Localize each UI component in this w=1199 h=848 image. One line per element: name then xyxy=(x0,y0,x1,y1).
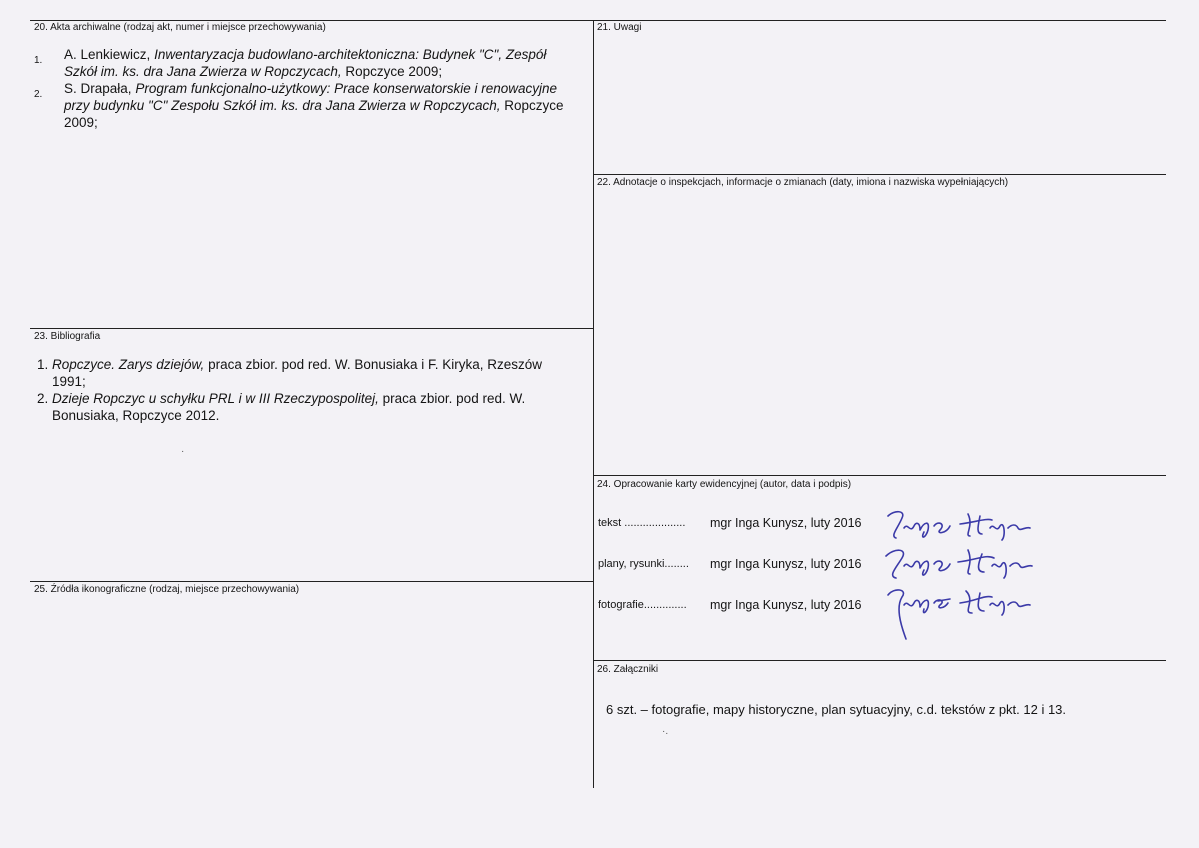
archival-item-number: 2. xyxy=(34,89,43,100)
top-rule xyxy=(30,20,1166,21)
rule-25 xyxy=(30,581,593,582)
remarks-label: 21. Uwagi xyxy=(597,22,642,33)
preparation-row-field: plany, rysunki........ xyxy=(598,558,689,570)
signature-plans xyxy=(880,542,1040,582)
rule-24 xyxy=(593,475,1166,476)
preparation-label: 24. Opracowanie karty ewidencyjnej (autor, data i podpis) xyxy=(597,479,852,490)
preparation-row-photos xyxy=(598,598,862,612)
bibliography-label: 23. Bibliografia xyxy=(34,331,101,342)
preparation-row-value: mgr Inga Kunysz, luty 2016 xyxy=(710,516,862,530)
rule-26 xyxy=(593,660,1166,661)
center-divider xyxy=(593,20,594,788)
preparation-row-plans xyxy=(598,557,862,571)
preparation-row-text xyxy=(598,516,862,530)
bibliography-item xyxy=(37,356,577,390)
archival-item-rest: Ropczyce 2009; xyxy=(345,64,443,79)
archival-item-author: A. Lenkiewicz, xyxy=(64,47,151,62)
bibliography-item-title: Ropczyce. Zarys dziejów, xyxy=(52,357,205,372)
preparation-row-field: fotografie.............. xyxy=(598,599,687,611)
archival-item-author: S. Drapała, xyxy=(64,81,132,96)
preparation-row-value: mgr Inga Kunysz, luty 2016 xyxy=(710,598,862,612)
rule-23 xyxy=(30,328,593,329)
archival-item xyxy=(34,46,574,80)
annotations-label: 22. Adnotacje o inspekcjach, informacje o zmianach (daty, imiona i nazwiska wypełniających) xyxy=(597,177,1009,188)
bibliography-item-rest: praca zbior. pod red. W. Bonusiaka, Ropczyce 2012. xyxy=(52,391,526,423)
bibliography-item-number: 1. xyxy=(37,357,49,372)
attachments-label: 26. Załączniki xyxy=(597,664,659,675)
preparation-row-field: tekst .................... xyxy=(598,517,686,529)
archival-item-title: Inwentaryzacja budowlano-architektoniczna: Budynek "C", Zespół Szkół im. ks. dra Jana Zwierza w Ropczycach, xyxy=(64,47,547,79)
bibliography-item-number: 2. xyxy=(37,391,49,406)
scan-speck: ·. xyxy=(662,726,669,737)
archival-item-rest: Ropczyce 2009; xyxy=(64,98,564,130)
bibliography-item-rest: praca zbior. pod red. W. Bonusiaka i F. Kiryka, Rzeszów 1991; xyxy=(52,357,542,389)
scan-speck: · xyxy=(181,446,185,457)
signature-photos xyxy=(880,583,1040,641)
bibliography-list xyxy=(37,356,577,424)
attachments-text: 6 szt. – fotografie, mapy historyczne, plan sytuacyjny, c.d. tekstów z pkt. 12 i 13. xyxy=(606,702,1067,717)
archival-list xyxy=(34,46,574,131)
iconographic-label: 25. Źródła ikonograficzne (rodzaj, miejsce przechowywania) xyxy=(34,584,300,595)
bibliography-item xyxy=(37,390,577,424)
archival-item xyxy=(34,80,574,131)
bibliography-item-title: Dzieje Ropczyc u schyłku PRL i w III Rzeczypospolitej, xyxy=(52,391,379,406)
archival-item-title: Program funkcjonalno-użytkowy: Prace konserwatorskie i renowacyjne przy budynku "C" Zespołu Szkół im. ks. dra Jana Zwierza w Ropczycach, xyxy=(64,81,557,113)
signature-text xyxy=(880,506,1040,544)
rule-22 xyxy=(593,174,1166,175)
archival-item-number: 1. xyxy=(34,55,43,66)
archival-label: 20. Akta archiwalne (rodzaj akt, numer i miejsce przechowywania) xyxy=(34,22,326,33)
preparation-row-value: mgr Inga Kunysz, luty 2016 xyxy=(710,557,862,571)
